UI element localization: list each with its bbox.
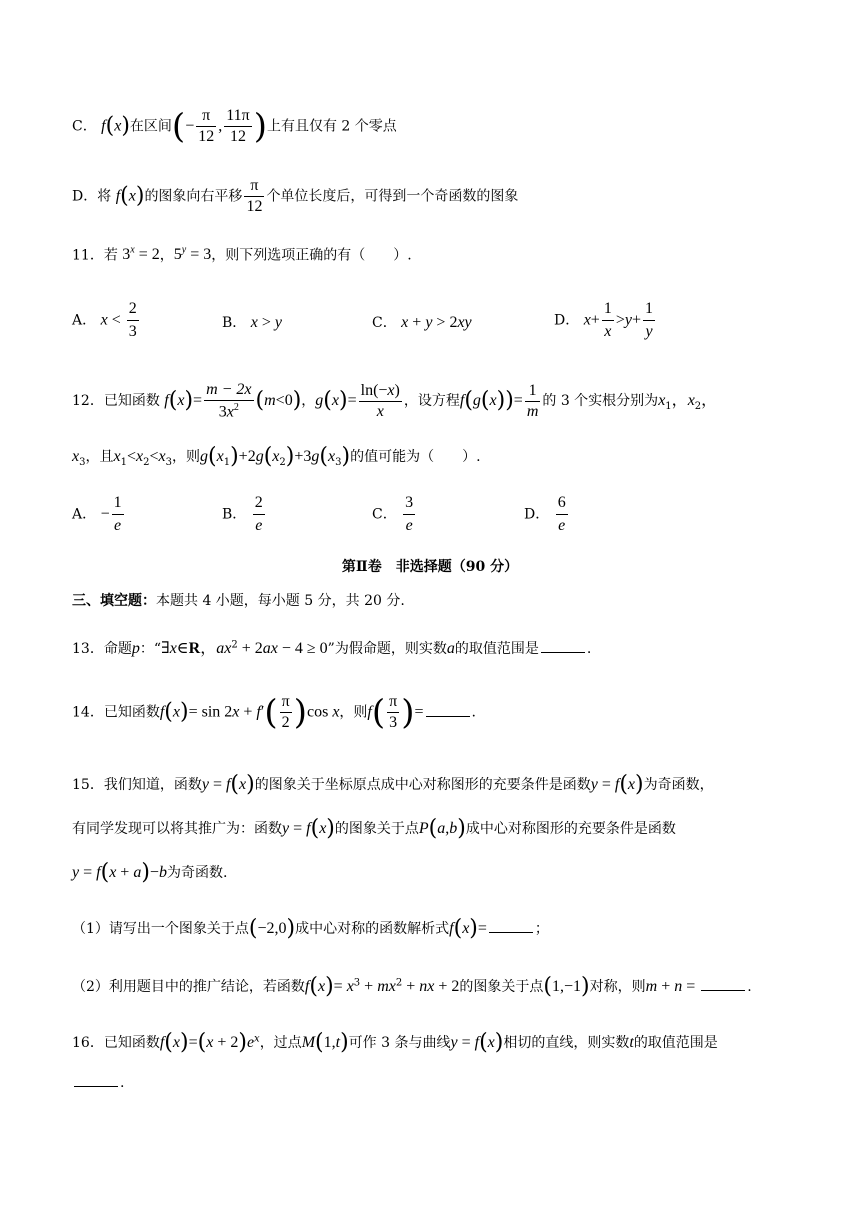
q12-l2a: ，且 (85, 449, 114, 465)
q11-c-label: C． (372, 315, 397, 331)
q15-sub1: （1）请写出一个图象关于点(−2,0)成中心对称的函数解析式f(x)= ； (72, 916, 549, 941)
q11-option-d: D． x+ $\frac{1}{x}$ >y+ $\frac{1}{y}$ (554, 300, 653, 340)
q16-end: . (120, 1075, 125, 1091)
q16-line2 (72, 1074, 124, 1090)
q12-stem-line1: 12．已知函数 f(x)= $\frac{m - 2x}{3x^2}$ (m<0)，g(x)= $\frac{\ln(-x)}{x}$ ，设方程f(g(x))= $\frac{1}{m}$ 的 3 个实根分别为$x_1$，$x_2$， (72, 381, 718, 421)
q12-sep1: ， (301, 393, 316, 410)
q13-p: p (131, 640, 140, 657)
q12-option-d: D． $\frac{6}{e}$ (524, 494, 566, 534)
q16-l1b: ，过点 (259, 1035, 302, 1051)
q15-l1a: 15．我们知道，函数 (72, 777, 202, 793)
q13-mid: ”为假命题，则实数 (327, 641, 447, 657)
q12-number: 12．已知函数 (72, 393, 160, 410)
q11-option-a: A． x < $\frac{2}{3}$ (72, 300, 137, 340)
q14-end: . (471, 704, 476, 721)
q12-d-label: D． (524, 506, 550, 523)
q11-b-label: B． (222, 315, 247, 331)
q16-l1e: 的取值范围是 (633, 1035, 718, 1051)
q15-line3: y = f(x + a)−b为奇函数. (72, 860, 228, 885)
q15-line1: 15．我们知道，函数y = f(x)的图象关于坐标原点成中心对称图形的充要条件是函数y = f(x)为奇函数， (72, 772, 714, 797)
part3-desc: 本题共 4 小题，每小题 5 分，共 20 分. (156, 593, 405, 609)
q15-l2b: 的图象关于点 (334, 821, 419, 837)
q13: 13．命题p：“∃x∈R，$ax^2 + 2ax - 4 \ge 0$”为假命题，则实数a的取值范围是 . (72, 639, 592, 657)
q12-option-c: C． $\frac{3}{e}$ (372, 494, 414, 534)
q10-c-text2: 上有且仅有 2 个零点 (266, 118, 397, 135)
q16-t: t (629, 1034, 634, 1051)
q16-answer-blank[interactable] (74, 1074, 118, 1087)
q10-option-c: C． f(x)在区间(− $\frac{\pi}{12}$ , $\frac{11\pi}{12}$ )上有且仅有 2 个零点 (72, 106, 397, 147)
q11-option-b: B． x > y (222, 314, 282, 331)
q12-sep2: ，设方程 (403, 393, 460, 410)
q16-l1d: 相切的直线，则实数 (503, 1035, 630, 1051)
section-title: 第Ⅱ卷 非选择题（90 分） (341, 559, 519, 575)
q12-l2b: ，则 (172, 449, 200, 465)
q14-mid: ，则 (339, 704, 368, 721)
q12-c-label: C． (372, 506, 397, 523)
q16-l1c: 可作 3 条与曲线 (348, 1035, 451, 1051)
q11-d-label: D． (554, 312, 580, 329)
q15-s2-end: . (747, 979, 752, 995)
q11-tail: ，则下列选项正确的有（ ）. (211, 247, 412, 264)
q16-l1a: 16．已知函数 (72, 1035, 160, 1051)
q13-answer-blank[interactable] (541, 640, 585, 653)
q10-c-text1: 在区间 (129, 118, 172, 135)
q13-number: 13．命题 (72, 641, 132, 657)
q11-sep: ， (159, 247, 174, 264)
q15-s2a: （2）利用题目中的推广结论，若函数 (72, 979, 305, 995)
q15-sub2: （2）利用题目中的推广结论，若函数$f(x)= x^3 + mx^2$ + nx + 2的图象关于点(1,−1)对称，则m + n = . (72, 974, 752, 999)
q10-d-text1: 的图象向右平移 (144, 188, 243, 205)
q12-l2c: 的值可能为（ ）. (350, 449, 481, 465)
q10-d-text2: 个单位长度后，可得到一个奇函数的图象 (266, 188, 519, 205)
q15-s2b: 的图象关于点 (459, 979, 544, 995)
q10-d-label: D．将 (72, 188, 112, 205)
q15-line2: 有同学发现可以将其推广为：函数y = f(x)的图象关于点P(a,b)成中心对称图形的充要条件是函数 (72, 816, 676, 841)
q15-l3b: 为奇函数. (166, 865, 228, 881)
q15-s1a: （1）请写出一个图象关于点 (72, 921, 249, 937)
q14: 14．已知函数f(x)= sin 2x + f′( $\frac{\pi}{2}$ )cos x，则f( $\frac{\pi}{3}$ )= . (72, 692, 476, 733)
q12-b-label: B． (222, 506, 247, 523)
q14-answer-blank[interactable] (426, 704, 470, 717)
q12-stem-line2: $x_3$，且$x_1<x_2<x_3$，则$g(x_1)+2g(x_2)+3g(x_3)$的值可能为（ ）. (72, 444, 481, 469)
q14-number: 14．已知函数 (72, 704, 160, 721)
q12-a-label: A． (72, 506, 97, 523)
q13-tail: 的取值范围是 (454, 641, 539, 657)
q15-l1c: 为奇函数， (643, 777, 714, 793)
q15-s1b: 成中心对称的函数解析式 (295, 921, 450, 937)
q15-l1b: 的图象关于坐标原点成中心对称图形的充要条件是函数 (254, 777, 591, 793)
q15-s1-end: ； (534, 921, 549, 937)
q16-line1: 16．已知函数$f(x)=(x + 2)e^x$，过点M(1,t)可作 3 条与曲线y = f(x)相切的直线，则实数t的取值范围是 (72, 1030, 718, 1055)
q15-s2c: 对称，则 (589, 979, 646, 995)
q11-number: 11．若 (72, 247, 118, 264)
part3-heading (72, 594, 405, 608)
q12-option-a: A． − $\frac{1}{e}$ (72, 494, 122, 534)
q15-l2a: 有同学发现可以将其推广为：函数 (72, 821, 282, 837)
q12-tail1: 的 3 个实根分别为 (542, 393, 659, 410)
q13-end: . (586, 641, 592, 657)
q15-l2c: 成中心对称图形的充要条件是函数 (465, 821, 676, 837)
q11-option-c: C． x + y > 2xy (372, 314, 472, 331)
q11-stem: 11．若 $3^x = 2$，$5^y = 3$，则下列选项正确的有（ ）. (72, 245, 412, 264)
q13-colon: ：“ (139, 641, 161, 657)
q12-option-b: B． $\frac{2}{e}$ (222, 494, 263, 534)
q10-option-d: D．将 f(x)的图象向右平移 $\frac{\pi}{12}$ 个单位长度后，可得到一个奇函数的图象 (72, 177, 519, 215)
part3-label: 三、填空题： (72, 593, 156, 609)
q11-a-label: A． (72, 312, 97, 329)
q15-sub1-blank[interactable] (489, 920, 533, 933)
q15-sub2-blank[interactable] (701, 978, 745, 991)
q10-c-label: C． (72, 118, 97, 135)
q13-a: a (446, 640, 455, 657)
